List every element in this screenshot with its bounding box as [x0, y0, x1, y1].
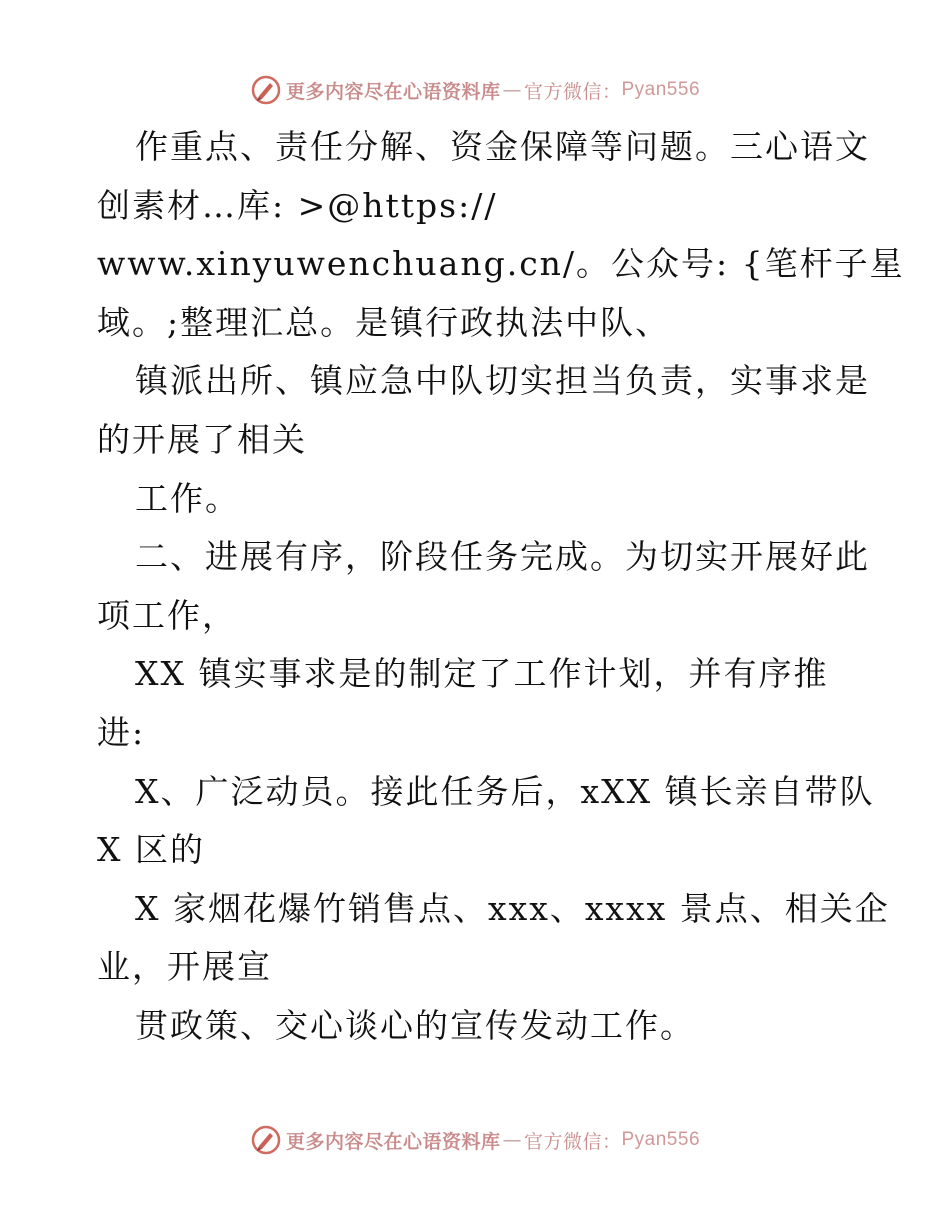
watermark-wechat-id: Pyan556: [621, 1129, 701, 1150]
text-line: 的开展了相关: [97, 419, 307, 459]
text-line: 作重点、责任分解、资金保障等问题。三心语文: [135, 127, 870, 166]
text-line: X、广泛动员。接此任务后，xXX 镇长亲自带队: [135, 771, 875, 811]
pen-logo-icon: [250, 1124, 282, 1156]
pen-logo-icon: [250, 74, 282, 106]
text-line: 进:: [97, 712, 146, 752]
watermark-separator: —: [502, 1129, 522, 1151]
watermark-wechat-id: Pyan556: [621, 79, 701, 100]
document-body: [97, 118, 905, 1056]
text-line: 工作。: [135, 478, 240, 518]
watermark-label: 官方微信：: [523, 1130, 622, 1153]
text-line: X 家烟花爆竹销售点、xxx、xxxx 景点、相关企: [135, 888, 890, 928]
text-line: 域。;整理汇总。是镇行政执法中队、: [97, 302, 671, 342]
text-line: 业，开展宣: [97, 947, 272, 987]
text-line: 二、进展有序，阶段任务完成。为切实开展好此: [135, 537, 870, 577]
text-line: 镇派出所、镇应急中队切实担当负责，实事求是: [135, 361, 870, 401]
text-line: 贯政策、交心谈心的宣传发动工作。: [135, 1005, 695, 1045]
watermark-brand: 更多内容尽在心语资料库: [285, 1130, 501, 1153]
text-line: XX 镇实事求是的制定了工作计划，并有序推: [135, 654, 829, 694]
text-line: 项工作，: [97, 595, 237, 635]
watermark-brand: 更多内容尽在心语资料库: [285, 80, 501, 103]
text-line: X 区的: [97, 830, 205, 870]
watermark-separator: —: [502, 79, 522, 101]
footer-watermark: [0, 1120, 950, 1160]
text-line: 创素材…库: >@https://: [97, 185, 498, 225]
text-line: www.xinyuwenchuang.cn/。公众号: {笔杆子星: [97, 244, 905, 284]
watermark-label: 官方微信：: [523, 80, 622, 103]
header-watermark: [0, 70, 950, 110]
